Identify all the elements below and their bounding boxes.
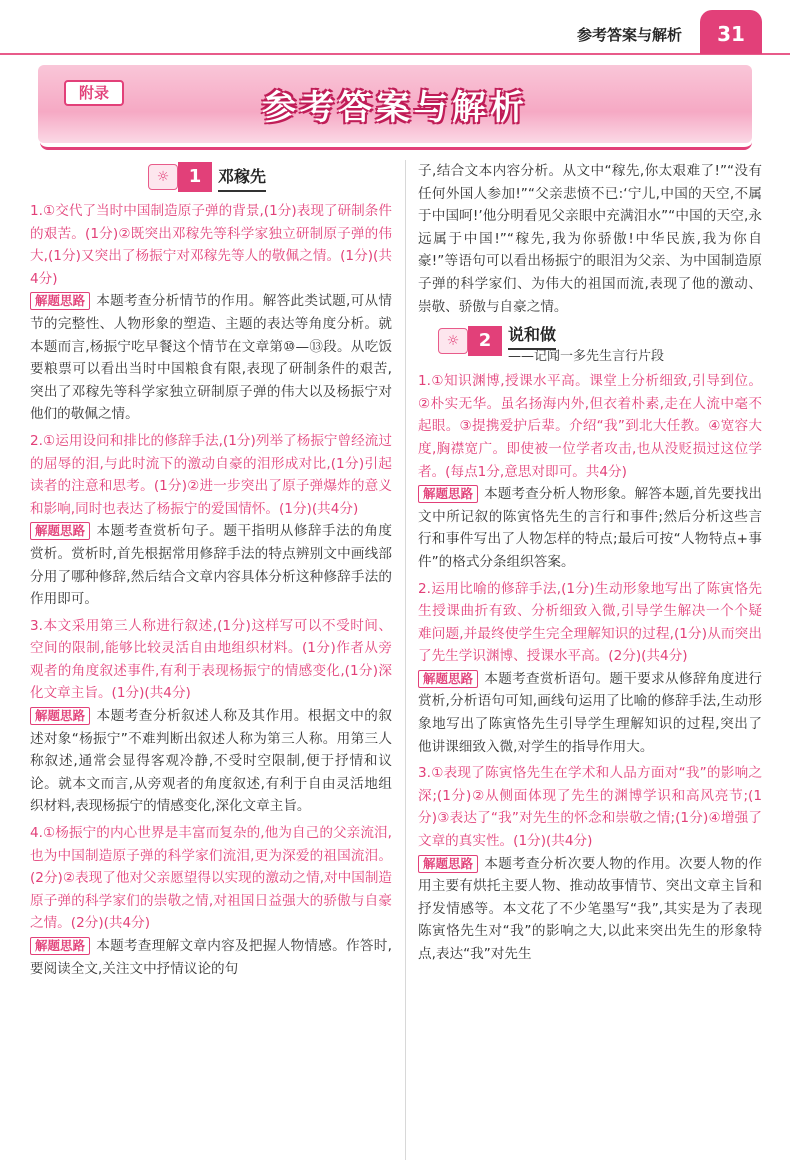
section-header-1 — [148, 160, 392, 194]
section-title: 说和做 — [508, 324, 556, 350]
lightbulb-icon: ☼ — [438, 328, 468, 354]
explanation-text: 本题考查赏析句子。题干指明从修辞手法的角度赏析。赏析时,首先根据常用修辞手法的特点辨别文中画线部分用了哪种修辞,然后结合文章内容具体分析这种修辞手法的作用即可。 — [30, 523, 392, 608]
hint-label: 解题思路 — [30, 707, 90, 725]
section-subtitle: ——记闻一多先生言行片段 — [508, 349, 665, 365]
section-number: 2 — [468, 326, 502, 356]
explanation — [418, 483, 762, 573]
hint-label: 解题思路 — [418, 855, 478, 873]
explanation-text: 本题考查赏析语句。题干要求从修辞角度进行赏析,分析语句可知,画线句运用了比喻的修辞手法,生动形象地写出了陈寅恪先生引导学生理解知识的过程,突出了他讲课细致入微,对学生的指导作用大。 — [418, 670, 762, 755]
appendix-tag: 附录 — [64, 80, 124, 106]
answer-text: 2.运用比喻的修辞手法,(1分)生动形象地写出了陈寅恪先生授课曲折有致、分析细致入微,引导学生解决一个个疑难问题,并最终使学生完全理解知识的过程,(1分)从而突出了先生学识渊博、授课水平高。(2分)(共4分) — [418, 580, 762, 665]
answer-text: 1.①知识渊博,授课水平高。课堂上分析细致,引导到位。②朴实无华。虽名扬海内外,但衣着朴素,走在人流中毫不起眼。③提携爱护后辈。介绍“我”到北大任教。④宽容大度,胸襟宽广。即使被一位学者攻击,也从没贬损过这位学者。(每点1分,意思对即可。共4分) — [418, 373, 762, 480]
explanation — [418, 668, 762, 758]
answer-text: 3.本文采用第三人称进行叙述,(1分)这样写可以不受时间、空间的限制,能够比较灵活自由地组织材料。(1分)作者从旁观者的角度叙述事件,有利于表现杨振宁的情感变化,(1分)深化文章主旨。(1分)(共4分) — [30, 617, 392, 702]
explanation — [30, 705, 392, 818]
question-1-4 — [30, 822, 392, 980]
question-1-1 — [30, 200, 392, 426]
banner-underline — [40, 142, 752, 150]
column-divider — [405, 160, 406, 1160]
explanation-text-end: 子,结合文本内容分析。从文中“稼先,你太艰难了!”“没有任何外国人参加!”“父亲悲愤不已:‘宁儿,中国的天空,不属于中国呵!’他分明看见父亲眼中充满泪水”“中国的天空,永远属于中国!”“稼先,我为你骄傲!中华民族,我为你自豪!”等语句可以看出杨振宁的眼泪为父亲、为中国制造原子弹的科学家们、为伟大的祖国而流,表现了他的激动、崇敬、骄傲与自豪之情。 — [418, 163, 762, 315]
explanation-partial — [30, 935, 392, 980]
left-column — [30, 160, 392, 984]
answer-text: 3.①表现了陈寅恪先生在学术和人品方面对“我”的影响之深;(1分)②从侧面体现了先生的渊博学识和高风亮节;(1分)③表达了“我”对先生的怀念和崇敬之情;(1分)④增强了文章的真实性。(1分)(共4分) — [418, 765, 762, 850]
hint-label: 解题思路 — [30, 292, 90, 310]
hint-label: 解题思路 — [418, 670, 478, 688]
lightbulb-icon: ☼ — [148, 164, 178, 190]
page-number-tab — [700, 10, 762, 54]
hint-label: 解题思路 — [418, 485, 478, 503]
answer-text: 4.①杨振宁的内心世界是丰富而复杂的,他为自己的父亲流泪,也为中国制造原子弹的科学家们流泪,更为深爱的祖国流泪。(2分)②表现了他对父亲愿望得以实现的激动之情,对中国制造原子弹的科学家们的崇敬之情,对祖国日益强大的骄傲与自豪之情。(2分)(共4分) — [30, 825, 393, 932]
explanation-continued — [418, 160, 762, 318]
question-2-3 — [418, 762, 762, 965]
right-column — [418, 160, 762, 970]
page-title: 参考答案与解析 — [262, 88, 528, 128]
explanation-text: 本题考查分析情节的作用。解答此类试题,可从情节的完整性、人物形象的塑造、主题的表达等角度分析。就本题而言,杨振宁吃早餐这个情节在文章第⑩—⑬段。从吃饭要粮票可以看出当时中国粮食有限,表现了研制条件的艰苦,突出了邓稼先等科学家独立研制原子弹的伟大以及杨振宁对他们的敬佩之情。 — [30, 293, 392, 423]
section-header-2 — [438, 324, 762, 364]
hint-label: 解题思路 — [30, 937, 90, 955]
explanation-text: 本题考查分析次要人物的作用。次要人物的作用主要有烘托主要人物、推动故事情节、突出文章主旨和抒发情感等。本文花了不少笔墨写“我”,其实是为了表现陈寅恪先生对“我”的影响之大,以此来突出先生的形象特点,表达“我”对先生 — [418, 855, 762, 962]
section-title: 邓稼先 — [218, 166, 266, 192]
explanation — [30, 290, 392, 426]
answer-text: 1.①交代了当时中国制造原子弹的背景,(1分)表现了研制条件的艰苦。(1分)②既突出邓稼先等科学家独立研制原子弹的伟大,(1分)又突出了杨振宁对邓稼先等人的敬佩之情。(1分)(共4分) — [30, 203, 392, 287]
answer-text: 2.①运用设问和排比的修辞手法,(1分)列举了杨振宁曾经流过的屈辱的泪,与此时流下的激动自豪的泪形成对比,(1分)引起读者的注意和思考。(1分)②进一步突出了原子弹爆炸的意义和影响,同时也表达了杨振宁的爱国情怀。(1分)(共4分) — [30, 432, 392, 517]
running-header — [0, 0, 790, 55]
explanation — [30, 520, 392, 610]
question-1-2 — [30, 430, 392, 611]
explanation-text: 本题考查分析叙述人称及其作用。根据文中的叙述对象“杨振宁”不难判断出叙述人称为第三人称。用第三人称叙述,通常会显得客观冷静,不受时空限制,便于抒情和议论。就本文而言,从旁观者的角度叙述,有利于自由灵活地组织材料,表现杨振宁的情感变化,深化文章主旨。 — [30, 708, 392, 815]
question-2-1 — [418, 370, 762, 573]
question-2-2 — [418, 578, 762, 759]
hint-label: 解题思路 — [30, 522, 90, 540]
explanation — [418, 853, 762, 966]
explanation-text: 本题考查分析人物形象。解答本题,首先要找出文中所记叙的陈寅恪先生的言行和事件;然后分析这些言行和事件写出了人物怎样的特点;最后可按“人物特点+事件”的格式分条组织答案。 — [418, 486, 762, 570]
explanation-text-start: 本题考查理解文章内容及把握人物情感。作答时,要阅读全文,关注文中抒情议论的句 — [30, 938, 392, 977]
question-1-3 — [30, 615, 392, 818]
page-number: 31 — [717, 22, 745, 46]
section-number: 1 — [178, 162, 212, 192]
running-title: 参考答案与解析 — [576, 26, 682, 44]
